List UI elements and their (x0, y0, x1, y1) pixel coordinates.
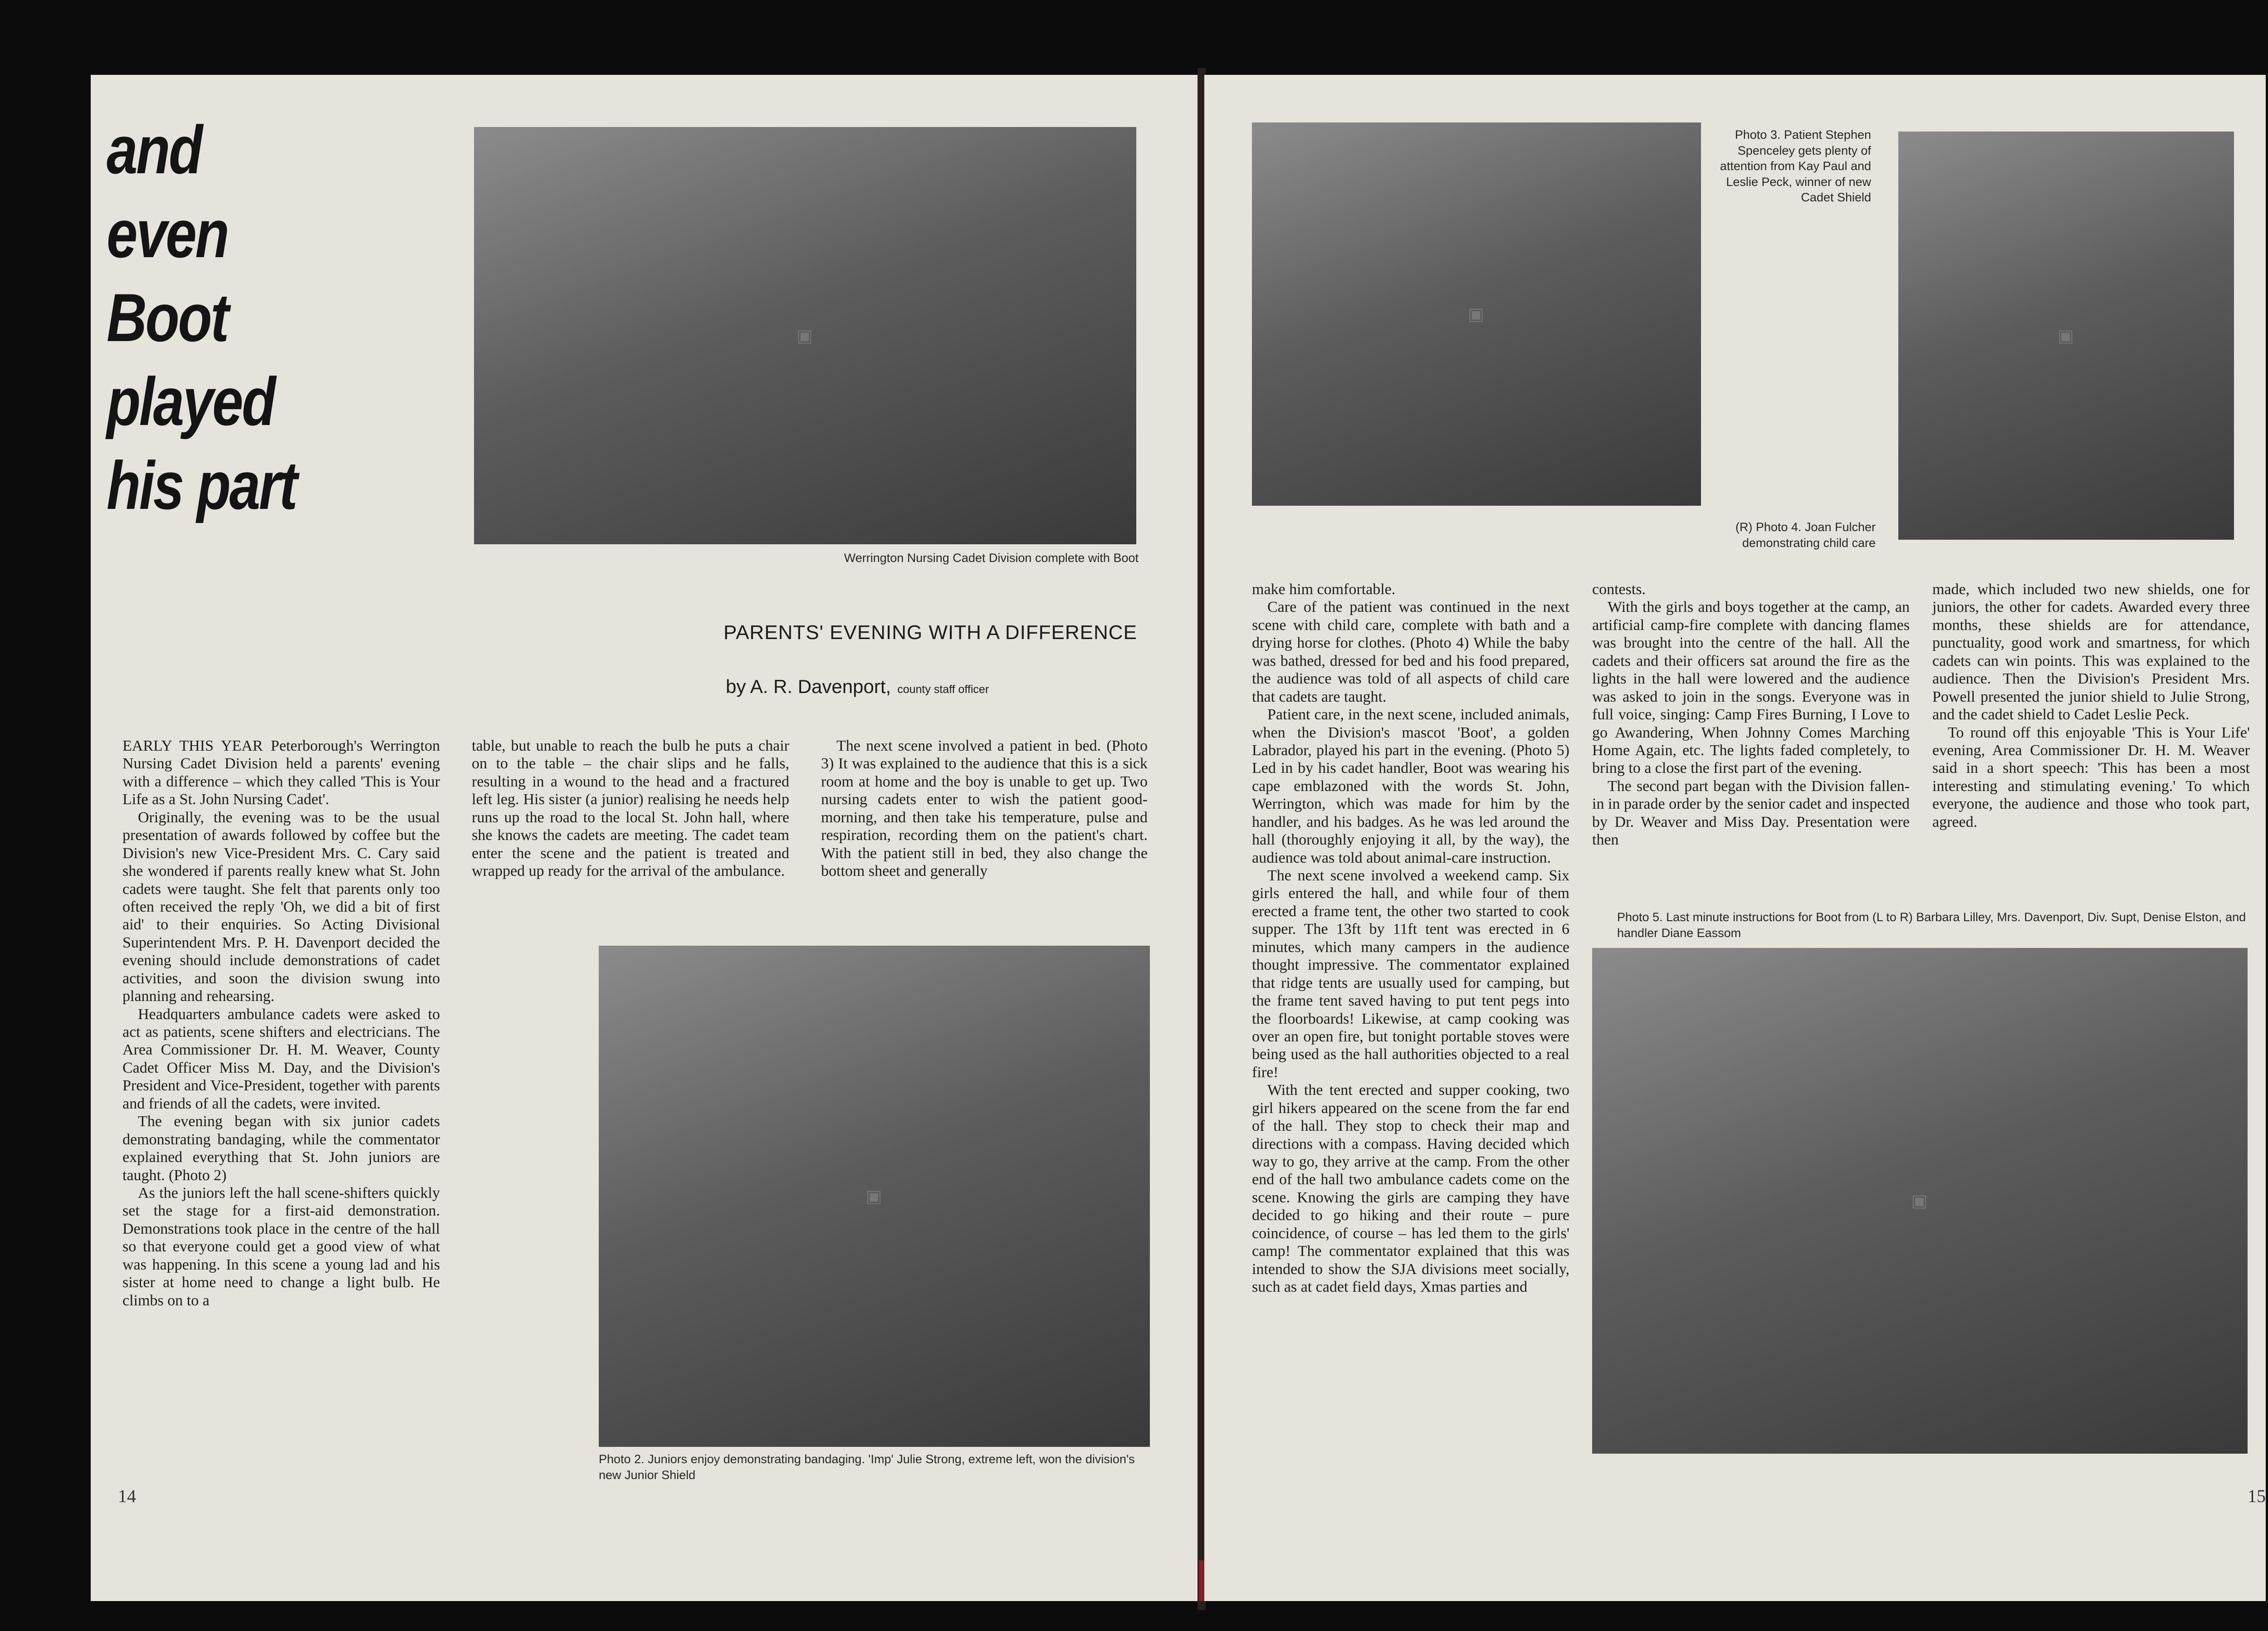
caption-photo-4: (R) Photo 4. Joan Fulcher demonstrating child care (1735, 520, 1876, 550)
byline-role: county staff officer (897, 683, 989, 696)
paragraph: The next scene involved a patient in bed. (Photo 3) It was explained to the audience that this is a sick room at home and the boy is unable to get up. Two nursing cadets enter to wish the patient good-morning, and then take his temperature, pulse and respiration, recording them on the patient's chart. With the patient still in bed, they also change the bottom sheet and generally (821, 737, 1148, 880)
photo-juniors-bandaging: ▣ (599, 946, 1150, 1447)
spine-binding (1199, 1560, 1204, 1601)
byline-author: by A. R. Davenport, (726, 676, 891, 697)
left-page (91, 75, 1198, 1601)
paragraph: contests. (1592, 581, 1646, 598)
paragraph: The second part began with the Division fallen-in in parade order by the senior cadet and inspected by Dr. Weaver and Miss Day. Presentation were then (1592, 777, 1910, 849)
headline-line-5: his part (107, 447, 297, 523)
paragraph: table, but unable to reach the bulb he puts a chair on to the table – the chair slips and he falls, resulting in a wound to the head and a fractured left leg. His sister (a junior) realising he needs help runs up the road to the local St. John hall, where she knows the cadets are meeting. The cadet team enter the scene and the patient is treated and wrapped up ready for the arrival of the ambulance. (472, 737, 789, 880)
photo-child-care: ▣ (1898, 132, 2234, 540)
page-number-right: 15 (2248, 1486, 2266, 1506)
article-byline (726, 676, 1170, 698)
paragraph: As the juniors left the hall scene-shifters quickly set the stage for a first-aid demonstration. Demonstrations took place in the centre of the hall so that everyone could get a good view of what was happening. In this scene a young lad and his sister at home need to change a light bulb. He climbs on to a (122, 1184, 440, 1309)
photo-patient-attention: ▣ (1252, 122, 1701, 506)
paragraph: Headquarters ambulance cadets were asked to act as patients, scene shifters and electricians. The Area Commissioner Dr. H. M. Weaver, County Cadet Officer Miss M. Day, and the Division's President and Vice-President, together with parents and friends of all the cadets, were invited. (122, 1006, 440, 1112)
caption-photo-5: Photo 5. Last minute instructions for Boot from (L to R) Barbara Lilley, Mrs. Davenport, Div. Supt, Denise Elston, and handler Diane Eassom (1617, 910, 2246, 940)
photo-boot-labrador: ▣ (1592, 948, 2248, 1454)
headline-line-4: played (107, 363, 274, 439)
caption-photo-3: Photo 3. Patient Stephen Spenceley gets plenty of attention from Kay Paul and Leslie Peck, winner of new Cadet Shield (1701, 127, 1876, 205)
paragraph: Patient care, in the next scene, included animals, when the Division's mascot 'Boot', a golden Labrador, played his part in the evening. (Photo 5) Led in by his cadet handler, Boot was wearing his cape emblazoned with the words St. John, Werrington, which was made for him by the handler, and his badges. As he was led around the hall (thoroughly enjoying it all, by the way), the audience was told about animal-care instruction. (1252, 706, 1569, 866)
headline-line-3: Boot (107, 279, 228, 356)
paragraph: Care of the patient was continued in the next scene with child care, complete with bath and a drying horse for clothes. (Photo 4) While the baby was bathed, dressed for bed and his food prepared, the audience was told of all aspects of child care that cadets are taught. (1252, 599, 1569, 705)
text-column-6 (1932, 581, 2250, 831)
caption-photo-2: Photo 2. Juniors enjoy demonstrating bandaging. 'Imp' Julie Strong, extreme left, won the division's new Junior Shield (599, 1452, 1135, 1482)
right-page (1204, 75, 2266, 1601)
paragraph: EARLY THIS YEAR Peterborough's Werrington Nursing Cadet Division held a parents' evening with a difference – which they called 'This is Your Life as a St. John Nursing Cadet'. (122, 737, 440, 808)
text-column-5 (1592, 581, 1910, 849)
article-subheading: PARENTS' EVENING WITH A DIFFERENCE (723, 621, 1137, 644)
paragraph: The next scene involved a weekend camp. Six girls entered the hall, and while four of them erected a frame tent, the other two started to cook supper. The 13ft by 11ft tent was erected in 6 minutes, which many campers in the audience thought impressive. The commentator explained that ridge tents are usually used for camping, but the frame tent saved having to put tent pegs into the floorboards! Likewise, at camp cooking was over an open fire, but tonight portable stoves were being used as the hall authorities objected to a real fire! (1252, 867, 1569, 1081)
photo-cadet-division-group: ▣ (474, 127, 1136, 544)
headline-line-1: and (107, 112, 201, 188)
paragraph: With the girls and boys together at the camp, an artificial camp-fire complete with dancing flames was brought into the centre of the hall. All the cadets and their officers sat around the fire as the lights in the hall were lowered and the audience was asked to join in the songs. Everyone was in full voice, singing: Camp Fires Burning, I Love to go Awandering, When Johnny Comes Marching Home Again, etc. The lights faded completely, to bring to a close the first part of the evening. (1592, 599, 1910, 777)
text-column-1 (122, 737, 440, 1309)
text-column-2 (472, 737, 789, 880)
paragraph: made, which included two new shields, one for juniors, the other for cadets. Awarded every three months, these shields are for attendance, punctuality, good work and smartness, for which cadets can win points. This was explained to the audience. Then the Division's President Mrs. Powell presented the junior shield to Julie Strong, and the cadet shield to Cadet Leslie Peck. (1932, 581, 2250, 723)
paragraph: With the tent erected and supper cooking, two girl hikers appeared on the scene from the far end of the hall. They stop to check their map and directions with a compass. Having decided which way to go, they arrive at the camp. From the other end of the hall two ambulance cadets come on the scene. Knowing the girls are camping they have decided to go hiking and their route – pure coincidence, of course – has led them to the girls' camp! The commentator explained that this was intended to show the SJA divisions meet socially, such as at cadet field days, Xmas parties and (1252, 1082, 1569, 1296)
paragraph: The evening began with six junior cadets demonstrating bandaging, while the commentator explained everything that St. John juniors are taught. (Photo 2) (122, 1113, 440, 1184)
caption-photo-1: Werrington Nursing Cadet Division complete with Boot (844, 551, 1139, 565)
headline-line-2: even (107, 195, 228, 272)
text-column-3 (821, 737, 1148, 880)
page-number-left: 14 (118, 1486, 136, 1506)
paragraph: Originally, the evening was to be the usual presentation of awards followed by coffee but the Division's new Vice-President Mrs. C. Cary said she wondered if parents really knew what St. John cadets were taught. She felt that parents only too often received the reply 'Oh, we did a bit of first aid' to their enquiries. So Acting Divisional Superintendent Mrs. P. H. Davenport decided the evening should include demonstrations of cadet activities, and soon the division swung into planning and rehearsing. (122, 809, 440, 1005)
text-column-4 (1252, 581, 1569, 1296)
paragraph: make him comfortable. (1252, 581, 1396, 598)
paragraph: To round off this enjoyable 'This is Your Life' evening, Area Commissioner Dr. H. M. Weaver said in a short speech: 'This has been a most interesting and stimulating evening.' To which everyone, the audience and those who took part, agreed. (1932, 724, 2250, 830)
